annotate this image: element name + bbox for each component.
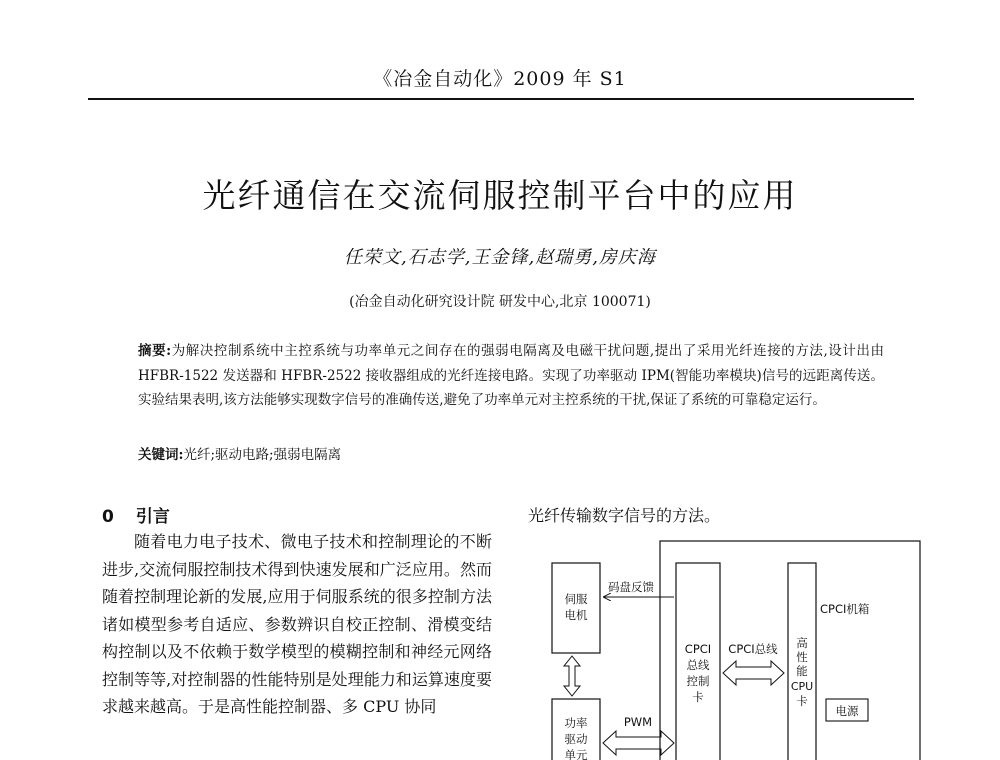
header-rule bbox=[88, 98, 914, 100]
servo-motor-label-2: 电机 bbox=[564, 608, 588, 622]
abstract-label: 摘要: bbox=[138, 343, 172, 359]
section-body: 随着电力电子技术、微电子技术和控制理论的不断进步,交流伺服控制技术得到快速发展和广泛应用。然而随着控制理论新的发展,应用于伺服系统的很多控制方法诸如模型参考自适应、参数辨识自校正控制、滑模变结构控制以及不依赖于数学模型的模糊控制和神经元网络控制等等,对控制器的性能特别是处理能力和运算速度要求越来越高。于是高性能控制器、多 CPU 协同 bbox=[102, 532, 492, 716]
cpci-card-label-2: 总线 bbox=[686, 658, 710, 672]
cpu-card-label-3: 能 bbox=[796, 664, 808, 678]
power-drive-label-2: 驱动 bbox=[564, 732, 588, 746]
motor-drive-arrow bbox=[564, 656, 580, 696]
section-number: 0 bbox=[102, 507, 114, 527]
pwm-arrow bbox=[603, 731, 674, 755]
pwm-label: PWM bbox=[623, 715, 653, 729]
affiliation: (冶金自动化研究设计院 研发中心,北京 100071) bbox=[349, 294, 651, 310]
journal-header: 《冶金自动化》2009 年 S1 bbox=[373, 68, 627, 90]
cpci-bus-label: CPCI总线 bbox=[728, 642, 778, 656]
cpci-card-label-3: 控制 bbox=[686, 674, 710, 688]
section-heading bbox=[102, 502, 170, 527]
abstract bbox=[138, 339, 884, 413]
system-diagram bbox=[530, 535, 940, 760]
servo-motor-label-1: 伺服 bbox=[564, 592, 588, 606]
keywords bbox=[138, 443, 884, 463]
cpci-card-label-4: 卡 bbox=[692, 690, 704, 704]
cpu-card-label-5: 卡 bbox=[796, 694, 808, 708]
encoder-feedback-label: 码盘反馈 bbox=[608, 580, 654, 594]
cpci-chassis-label: CPCI机箱 bbox=[820, 602, 870, 616]
cpci-bus-arrow bbox=[723, 661, 784, 685]
power-drive-label-3: 单元 bbox=[564, 748, 588, 760]
cpu-card-label-4: CPU bbox=[790, 680, 814, 693]
keywords-text: 光纤;驱动电路;强弱电隔离 bbox=[183, 447, 342, 463]
authors: 任荣文,石志学,王金锋,赵瑞勇,房庆海 bbox=[344, 247, 656, 268]
cpci-card-label-1: CPCI bbox=[684, 642, 712, 656]
cpu-card-label-2: 性 bbox=[796, 650, 808, 664]
abstract-text: 为解决控制系统中主控系统与功率单元之间存在的强弱电隔离及电磁干扰问题,提出了采用光纤连接的方法,设计出由 HFBR-1522 发送器和 HFBR-2522 接收器组成的光纤连接电路。实现了功率驱动 IPM(智能功率模块)信号的远距离传送。实验结果表明,该方法能够实现数字信号的准确传送,避免了功率单元对主控系统的干扰,保证了系统的可靠稳定运行。 bbox=[138, 343, 885, 408]
section-title: 引言 bbox=[135, 507, 170, 527]
power-drive-label-1: 功率 bbox=[564, 716, 588, 730]
keywords-label: 关键词: bbox=[138, 447, 184, 463]
cpu-card-label-1: 高 bbox=[796, 636, 808, 650]
power-supply-label: 电源 bbox=[835, 704, 859, 718]
right-column-text: 光纤传输数字信号的方法。 bbox=[528, 506, 721, 525]
paper-title: 光纤通信在交流伺服控制平台中的应用 bbox=[202, 176, 798, 215]
